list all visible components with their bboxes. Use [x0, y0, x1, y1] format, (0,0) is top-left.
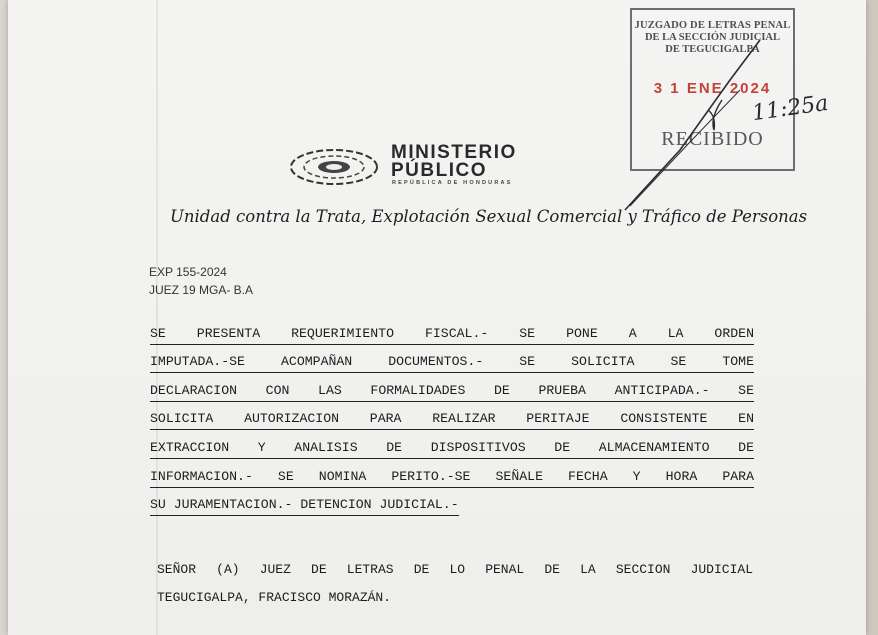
- subject-line-text: SE PRESENTA REQUERIMIENTO FISCAL.- SE PONE A LA ORDEN: [150, 324, 754, 345]
- stamp-court-line2: DE LA SECCIÓN JUDICIAL: [644, 32, 781, 43]
- subject-line: [150, 345, 754, 374]
- subject-line: [150, 459, 754, 488]
- judge-reference: JUEZ 19 MGA- B.A: [149, 283, 254, 297]
- subject-line: [150, 373, 754, 402]
- subject-line: [150, 316, 754, 345]
- subject-line-text: IMPUTADA.-SE ACOMPAÑAN DOCUMENTOS.- SE SOLICITA SE TOME: [150, 352, 754, 373]
- ministry-line1: MINISTERIO: [391, 142, 517, 163]
- addressee-line: SEÑOR (A) JUEZ DE LETRAS DE LO PENAL DE LA SECCION JUDICIAL: [157, 562, 753, 577]
- subject-line-text: INFORMACION.- SE NOMINA PERITO.-SE SEÑALE FECHA Y HORA PARA: [150, 467, 754, 488]
- subject-line-text: EXTRACCION Y ANALISIS DE DISPOSITIVOS DE ALMACENAMIENTO DE: [150, 438, 754, 459]
- subject-line: [150, 488, 754, 517]
- subject-line-text: SOLICITA AUTORIZACION PARA REALIZAR PERITAJE CONSISTENTE EN: [150, 409, 754, 430]
- signature-icon: [620, 30, 780, 220]
- subject-line-text: DECLARACION CON LAS FORMALIDADES DE PRUEBA ANTICIPADA.- SE: [150, 381, 754, 402]
- stamp-status: RECIBIDO: [661, 128, 764, 150]
- addressee-line: TEGUCIGALPA, FRACISCO MORAZÁN.: [157, 590, 392, 605]
- unit-title: Unidad contra la Trata, Explotación Sexual Comercial y Tráfico de Personas: [170, 207, 808, 226]
- stamp-court-line3: DE TEGUCIGALPA: [665, 44, 760, 55]
- addressee-block: [157, 560, 753, 616]
- ministry-country: REPÚBLICA DE HONDURAS: [392, 180, 513, 186]
- subject-line: [150, 402, 754, 431]
- subject-block: [150, 316, 754, 516]
- stamp-court-line1: JUZGADO DE LETRAS PENAL: [634, 20, 791, 31]
- subject-line: [150, 430, 754, 459]
- ministry-line2: PÚBLICO: [391, 160, 487, 181]
- case-number: EXP 155-2024: [149, 265, 227, 279]
- subject-line-text: SU JURAMENTACION.- DETENCION JUDICIAL.-: [150, 495, 459, 516]
- stamp-date: 3 1 ENE 2024: [653, 80, 772, 97]
- handwritten-time: 11:25a: [750, 90, 830, 127]
- ministry-name: [391, 144, 517, 180]
- ministerio-publico-emblem-icon: [288, 146, 380, 188]
